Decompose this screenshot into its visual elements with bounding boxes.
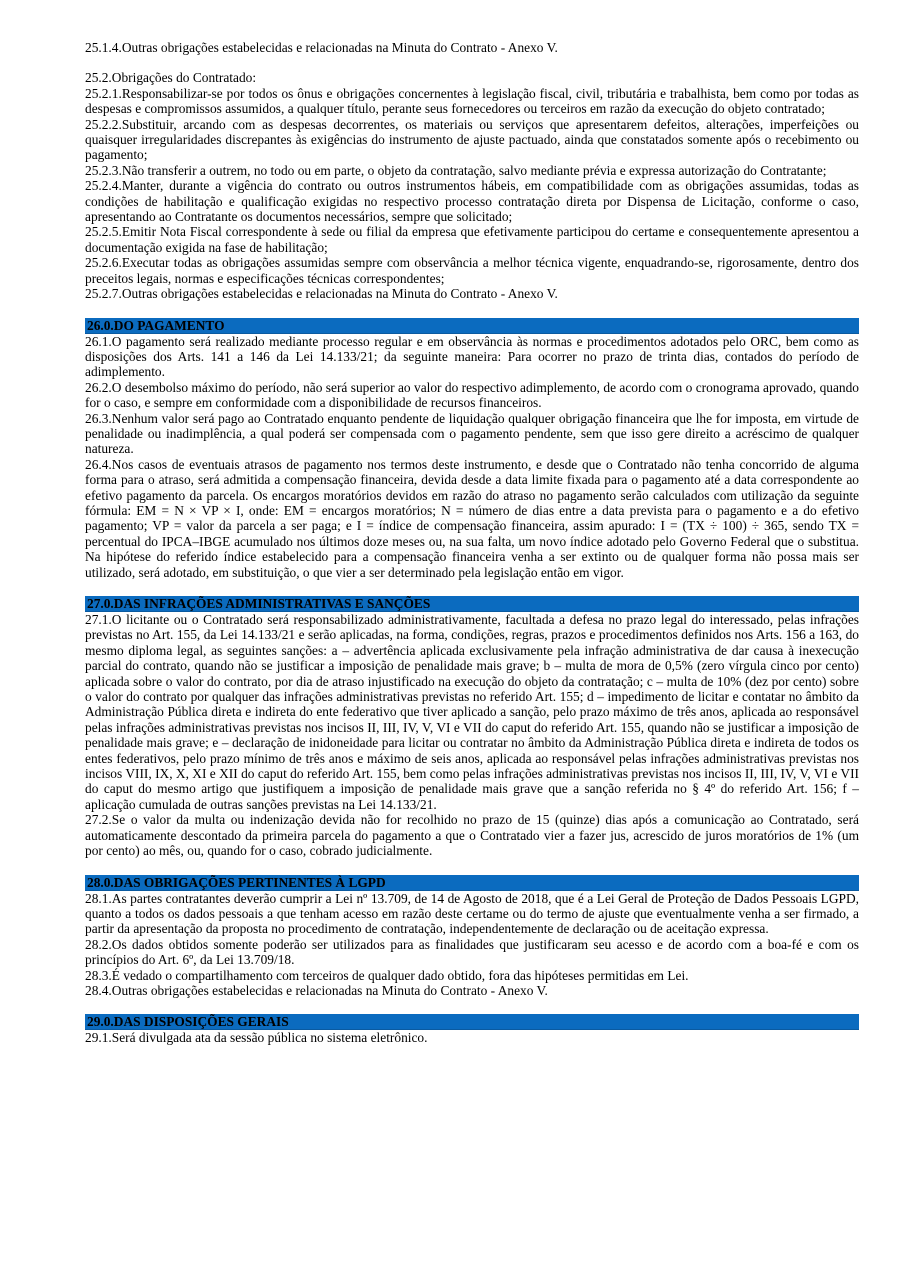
clause-25-1-4: 25.1.4.Outras obrigações estabelecidas e relacionadas na Minuta do Contrato - Anexo V. — [85, 40, 558, 55]
clause-25-2: 25.2.Obrigações do Contratado: — [85, 70, 257, 86]
clause-26-3: 26.3.Nenhum valor será pago ao Contratado enquanto pendente de liquidação qualquer obrigação financeira que lhe for imposta, em virtude de penalidade ou inadimplência, a qual poderá ser compensada com o pagamento pendente, sem que isso gere direito a acréscimo de qualquer natureza. — [85, 410, 859, 457]
clause-25-2-6: 25.2.6.Executar todas as obrigações assumidas sempre com observância a melhor técnica vigente, enquadrando-se, rigorosamente, dentro dos preceitos legais, normas e especificações técnicas correspondentes; — [85, 255, 859, 286]
clause-28-2: 28.2.Os dados obtidos somente poderão ser utilizados para as finalidades que justificaram seu acesso e de acordo com a boa-fé e com os princípios do Art. 6º, da Lei 13.709/18. — [85, 936, 859, 968]
clause-28-1: 28.1.As partes contratantes deverão cumprir a Lei nº 13.709, de 14 de Agosto de 2018, que é a Lei Geral de Proteção de Dados Pessoais LGPD, quanto a todos os dados pessoais a que tenham acesso em razão deste certame ou do termo de ajuste que eventualmente venha a ser firmado, a partir da apresentação da proposta no procedimento de contratação, independentemente de declaração ou de aceitação expressa. — [85, 890, 859, 937]
spacer — [85, 55, 859, 70]
spacer — [85, 859, 859, 875]
section-heading-26: 26.0.DO PAGAMENTO — [85, 318, 859, 334]
clause-25-2-2: 25.2.2.Substituir, arcando com as despesas decorrentes, os materiais ou serviços que apresentarem defeitos, alterações, imperfeições ou quaisquer irregularidades discrepantes às exigências do instrumento de ajuste pactuado, ainda que constatados somente após o recebimento ou pagamento; — [85, 116, 859, 163]
clause-27-2: 27.2.Se o valor da multa ou indenização devida não for recolhido no prazo de 15 (quinze) dias após a comunicação ao Contratado, será automaticamente descontado da primeira parcela do pagamento a que o Contratado vier a fazer jus, acrescido de juros moratórios de 1% (um por cento) ao mês, ou, quando for o caso, cobrado judicialmente. — [85, 812, 859, 859]
clause-25-2-7: 25.2.7.Outras obrigações estabelecidas e relacionadas na Minuta do Contrato - Anexo V. — [85, 286, 558, 302]
clause-26-4: 26.4.Nos casos de eventuais atrasos de pagamento nos termos deste instrumento, e desde que o Contratado não tenha concorrido de alguma forma para o atraso, será admitida a compensação financeira, devida desde a data limite fixada para o pagamento até a data correspondente ao efetivo pagamento da parcela. Os encargos moratórios devidos em razão do atraso no pagamento serão calculados com utilização da seguinte fórmula: EM = N × VP × I, onde: EM = encargos moratórios; N = número de dias entre a data prevista para o pagamento e a do efetivo pagamento; VP = valor da parcela a ser paga; e I = índice de compensação financeira, assim apurado: I = (TX ÷ 100) ÷ 365, sendo TX = percentual do IPCA–IBGE acumulado nos últimos doze meses ou, na sua falta, um novo índice adotado pelo Governo Federal que o substitua. Na hipótese do referido índice estabelecido para a compensação financeira venha a ser extinto ou de qualquer forma não possa mais ser utilizado, será adotado, em substituição, o que vier a ser determinado pela legislação então em vigor. — [85, 456, 859, 580]
section-heading-29: 29.0.DAS DISPOSIÇÕES GERAIS — [85, 1014, 859, 1030]
spacer — [85, 998, 859, 1014]
spacer — [85, 580, 859, 596]
clause-28-4: 28.4.Outras obrigações estabelecidas e relacionadas na Minuta do Contrato - Anexo V. — [85, 982, 548, 998]
section-heading-27: 27.0.DAS INFRAÇÕES ADMINISTRATIVAS E SANÇÕES — [85, 596, 859, 612]
clause-29-1: 29.1.Será divulgada ata da sessão pública no sistema eletrônico. — [85, 1030, 428, 1046]
clause-27-1: 27.1.O licitante ou o Contratado será responsabilizado administrativamente, facultada a defesa no prazo legal do interessado, pelas infrações previstas no Art. 155, da Lei 14.133/21 e serão aplicadas, na forma, condições, regras, prazos e procedimentos definidos nos Arts. 156 a 163, do mesmo diploma legal, as seguintes sanções: a – advertência aplicada exclusivamente pela infração administrativa de dar causa à inexecução parcial do contrato, quando não se justificar a imposição de penalidade mais grave; b – multa de mora de 0,5% (zero vírgula cinco por cento) aplicada sobre o valor do contrato, por dia de atraso injustificado na execução do objeto da contratação; c – multa de 10% (dez por cento) sobre o valor do contrato por qualquer das infrações administrativas previstas no referido Art. 155; d – impedimento de licitar e contatar no âmbito da Administração Pública direta e indireta do ente federativo que tiver aplicado a sanção, pelo prazo máximo de três anos, aplicada ao responsável pelas infrações administrativas previstas nos incisos II, III, IV, V, VI e VII do caput do referido Art. 155, quando não se justificar a imposição de penalidade mais grave; e – declaração de inidoneidade para licitar ou contratar no âmbito da Administração Pública direta e indireta de todos os entes federativos, pelo prazo mínimo de três anos e máximo de seis anos, aplicada ao responsável pelas infrações administrativas previstas nos incisos VIII, IX, X, XI e XII do caput do referido Art. 155, bem como pelas infrações administrativas previstas nos incisos II, III, IV, V, VI e VII do caput do mesmo artigo que justifiquem a imposição de penalidade mais grave que a sanção referida no § 4º do referido Art. 156; f – aplicação cumulada de outras sanções previstas na Lei 14.133/21. — [85, 612, 859, 812]
spacer — [85, 302, 859, 318]
clause-28-3: 28.3.É vedado o compartilhamento com terceiros de qualquer dado obtido, fora das hipóteses permitidas em Lei. — [85, 967, 689, 983]
clause-25-2-1: 25.2.1.Responsabilizar-se por todos os ônus e obrigações concernentes à legislação fiscal, civil, tributária e trabalhista, bem como por todas as despesas e compromissos assumidos, a qualquer título, perante seus fornecedores ou terceiros em razão da execução do objeto contratado; — [85, 85, 859, 117]
section-heading-28: 28.0.DAS OBRIGAÇÕES PERTINENTES À LGPD — [85, 875, 859, 891]
clause-25-2-5: 25.2.5.Emitir Nota Fiscal correspondente à sede ou filial da empresa que efetivamente participou do certame e consequentemente apresentou a documentação exigida na fase de habilitação; — [85, 224, 859, 255]
clause-26-1: 26.1.O pagamento será realizado mediante processo regular e em observância às normas e procedimentos adotados pelo ORC, bem como as disposições dos Arts. 141 a 146 da Lei 14.133/21; da seguinte maneira: Para ocorrer no prazo de trinta dias, contados do período de adimplemento. — [85, 333, 859, 380]
clause-25-2-4: 25.2.4.Manter, durante a vigência do contrato ou outros instrumentos hábeis, em compatibilidade com as obrigações assumidas, todas as condições de habilitação e qualificação exigidas no respectivo processo contratação direta por Dispensa de Licitação, conforme o caso, apresentando ao Contratante os documentos necessários, sempre que solicitado; — [85, 178, 859, 225]
clause-25-2-3: 25.2.3.Não transferir a outrem, no todo ou em parte, o objeto da contratação, salvo mediante prévia e expressa autorização do Contratante; — [85, 162, 827, 178]
document-page — [85, 40, 859, 1046]
clause-26-2: 26.2.O desembolso máximo do período, não será superior ao valor do respectivo adimplemento, de acordo com o cronograma aprovado, quando for o caso, e sempre em conformidade com a disponibilidade de recursos financeiros. — [85, 379, 859, 411]
